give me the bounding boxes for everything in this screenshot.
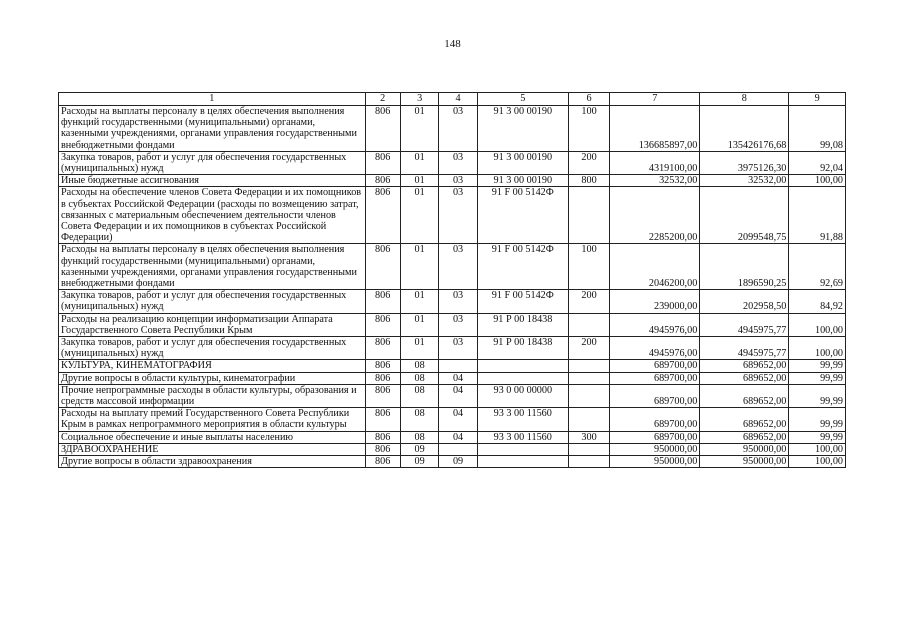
column-header: 8 [700,93,789,106]
row-target-item-cell: 91 Р 00 18438 [477,337,568,360]
row-expense-type-cell: 200 [568,337,609,360]
row-ministry-code-cell: 806 [365,384,400,407]
row-plan-amount-cell: 689700,00 [610,360,700,372]
table-row [59,106,846,152]
table-row [59,175,846,187]
table-row [59,151,846,174]
row-ministry-code-cell: 806 [365,175,400,187]
row-target-item-cell: 91 3 00 00190 [477,106,568,152]
row-subsection-code-cell: 03 [439,175,477,187]
table-row [59,372,846,384]
row-actual-amount-cell: 135426176,68 [700,106,789,152]
row-expense-type-cell [568,443,609,455]
row-name-cell: ЗДРАВООХРАНЕНИЕ [59,443,366,455]
row-subsection-code-cell [439,443,477,455]
row-target-item-cell: 93 3 00 11560 [477,431,568,443]
row-plan-amount-cell: 689700,00 [610,372,700,384]
row-subsection-code-cell: 03 [439,244,477,290]
row-subsection-code-cell: 04 [439,384,477,407]
table-row [59,313,846,336]
row-subsection-code-cell: 03 [439,313,477,336]
row-ministry-code-cell: 806 [365,313,400,336]
row-ministry-code-cell: 806 [365,408,400,431]
row-percent-cell: 99,99 [789,372,846,384]
row-plan-amount-cell: 239000,00 [610,290,700,313]
row-target-item-cell: 91 3 00 00190 [477,175,568,187]
row-subsection-code-cell: 03 [439,187,477,244]
row-expense-type-cell [568,313,609,336]
row-name-cell: Закупка товаров, работ и услуг для обеспечения государственных (муниципальных) нужд [59,337,366,360]
row-target-item-cell: 91 Р 00 18438 [477,313,568,336]
row-subsection-code-cell [439,360,477,372]
row-expense-type-cell [568,372,609,384]
row-ministry-code-cell: 806 [365,337,400,360]
row-percent-cell: 84,92 [789,290,846,313]
table-row [59,360,846,372]
row-section-code-cell: 01 [400,337,438,360]
row-name-cell: Закупка товаров, работ и услуг для обеспечения государственных (муниципальных) нужд [59,151,366,174]
row-name-cell: Иные бюджетные ассигнования [59,175,366,187]
row-target-item-cell: 91 F 00 5142Ф [477,290,568,313]
row-section-code-cell: 08 [400,431,438,443]
row-name-cell: Закупка товаров, работ и услуг для обеспечения государственных (муниципальных) нужд [59,290,366,313]
row-target-item-cell [477,372,568,384]
row-plan-amount-cell: 2285200,00 [610,187,700,244]
row-name-cell: Другие вопросы в области здравоохранения [59,456,366,468]
row-ministry-code-cell: 806 [365,443,400,455]
row-expense-type-cell: 100 [568,106,609,152]
row-target-item-cell: 91 3 00 00190 [477,151,568,174]
row-expense-type-cell [568,408,609,431]
row-expense-type-cell [568,187,609,244]
row-subsection-code-cell: 03 [439,290,477,313]
row-plan-amount-cell: 950000,00 [610,456,700,468]
row-ministry-code-cell: 806 [365,456,400,468]
row-percent-cell: 100,00 [789,443,846,455]
row-plan-amount-cell: 950000,00 [610,443,700,455]
column-header: 4 [439,93,477,106]
row-plan-amount-cell: 2046200,00 [610,244,700,290]
row-section-code-cell: 01 [400,175,438,187]
table-row [59,384,846,407]
row-plan-amount-cell: 4945976,00 [610,313,700,336]
row-percent-cell: 99,99 [789,408,846,431]
row-ministry-code-cell: 806 [365,372,400,384]
row-section-code-cell: 01 [400,244,438,290]
row-percent-cell: 100,00 [789,313,846,336]
row-plan-amount-cell: 689700,00 [610,384,700,407]
row-ministry-code-cell: 806 [365,151,400,174]
column-header: 3 [400,93,438,106]
row-actual-amount-cell: 689652,00 [700,372,789,384]
row-percent-cell: 99,08 [789,106,846,152]
row-percent-cell: 100,00 [789,456,846,468]
row-name-cell: Прочие непрограммные расходы в области культуры, образования и средств массовой информации [59,384,366,407]
column-header: 5 [477,93,568,106]
column-header: 2 [365,93,400,106]
row-subsection-code-cell: 09 [439,456,477,468]
row-section-code-cell: 01 [400,313,438,336]
row-actual-amount-cell: 689652,00 [700,408,789,431]
row-expense-type-cell: 200 [568,290,609,313]
column-header: 1 [59,93,366,106]
row-percent-cell: 99,99 [789,360,846,372]
row-plan-amount-cell: 136685897,00 [610,106,700,152]
row-section-code-cell: 01 [400,290,438,313]
row-actual-amount-cell: 950000,00 [700,456,789,468]
row-expense-type-cell: 300 [568,431,609,443]
row-percent-cell: 99,99 [789,384,846,407]
row-ministry-code-cell: 806 [365,431,400,443]
row-subsection-code-cell: 04 [439,372,477,384]
row-actual-amount-cell: 4945975,77 [700,337,789,360]
row-subsection-code-cell: 03 [439,151,477,174]
row-target-item-cell [477,443,568,455]
row-expense-type-cell: 200 [568,151,609,174]
row-expense-type-cell [568,384,609,407]
table-row [59,431,846,443]
row-percent-cell: 91,88 [789,187,846,244]
row-actual-amount-cell: 4945975,77 [700,313,789,336]
row-percent-cell: 99,99 [789,431,846,443]
table-row [59,456,846,468]
table-header-row [59,93,846,106]
row-section-code-cell: 08 [400,360,438,372]
row-ministry-code-cell: 806 [365,106,400,152]
row-plan-amount-cell: 32532,00 [610,175,700,187]
row-plan-amount-cell: 4319100,00 [610,151,700,174]
row-expense-type-cell [568,456,609,468]
row-name-cell: Расходы на обеспечение членов Совета Федерации и их помощников в субъектах Российской Федерации (расходы по возмещению затрат, связанных с материальным обеспечением деятельности членов Совета Федерации и их помощников в субъектах Российской Федерации) [59,187,366,244]
row-subsection-code-cell: 03 [439,337,477,360]
row-target-item-cell [477,360,568,372]
row-subsection-code-cell: 03 [439,106,477,152]
column-header: 9 [789,93,846,106]
row-actual-amount-cell: 689652,00 [700,384,789,407]
page-number: 148 [444,38,461,50]
row-actual-amount-cell: 3975126,30 [700,151,789,174]
row-name-cell: Другие вопросы в области культуры, кинематографии [59,372,366,384]
row-actual-amount-cell: 32532,00 [700,175,789,187]
table-row [59,244,846,290]
table-row [59,443,846,455]
row-section-code-cell: 08 [400,384,438,407]
row-plan-amount-cell: 4945976,00 [610,337,700,360]
column-header: 7 [610,93,700,106]
row-ministry-code-cell: 806 [365,187,400,244]
row-percent-cell: 100,00 [789,175,846,187]
row-actual-amount-cell: 202958,50 [700,290,789,313]
row-percent-cell: 92,69 [789,244,846,290]
table-row [59,408,846,431]
row-target-item-cell: 93 3 00 11560 [477,408,568,431]
row-expense-type-cell: 800 [568,175,609,187]
row-plan-amount-cell: 689700,00 [610,431,700,443]
table-row [59,187,846,244]
row-actual-amount-cell: 689652,00 [700,431,789,443]
row-subsection-code-cell: 04 [439,408,477,431]
row-name-cell: КУЛЬТУРА, КИНЕМАТОГРАФИЯ [59,360,366,372]
row-name-cell: Социальное обеспечение и иные выплаты населению [59,431,366,443]
row-name-cell: Расходы на выплаты персоналу в целях обеспечения выполнения функций государственными (муниципальными) органами, казенными учреждениями, органами управления государственными внебюджетными фондами [59,106,366,152]
row-actual-amount-cell: 1896590,25 [700,244,789,290]
row-name-cell: Расходы на выплаты персоналу в целях обеспечения выполнения функций государственными (муниципальными) органами, казенными учреждениями, органами управления государственными внебюджетными фондами [59,244,366,290]
row-subsection-code-cell: 04 [439,431,477,443]
row-plan-amount-cell: 689700,00 [610,408,700,431]
column-header: 6 [568,93,609,106]
row-section-code-cell: 01 [400,151,438,174]
row-expense-type-cell [568,360,609,372]
row-target-item-cell [477,456,568,468]
row-percent-cell: 92,04 [789,151,846,174]
row-ministry-code-cell: 806 [365,360,400,372]
row-target-item-cell: 91 F 00 5142Ф [477,187,568,244]
row-section-code-cell: 09 [400,443,438,455]
row-actual-amount-cell: 2099548,75 [700,187,789,244]
row-target-item-cell: 93 0 00 00000 [477,384,568,407]
table-row [59,290,846,313]
table-row [59,337,846,360]
row-ministry-code-cell: 806 [365,244,400,290]
row-target-item-cell: 91 F 00 5142Ф [477,244,568,290]
budget-table [58,92,846,468]
row-actual-amount-cell: 950000,00 [700,443,789,455]
row-expense-type-cell: 100 [568,244,609,290]
row-section-code-cell: 01 [400,106,438,152]
row-ministry-code-cell: 806 [365,290,400,313]
row-section-code-cell: 09 [400,456,438,468]
row-section-code-cell: 08 [400,372,438,384]
row-actual-amount-cell: 689652,00 [700,360,789,372]
row-name-cell: Расходы на реализацию концепции информатизации Аппарата Государственного Совета Республики Крым [59,313,366,336]
row-name-cell: Расходы на выплату премий Государственного Совета Республики Крым в рамках непрограммного мероприятия в области культуры [59,408,366,431]
row-section-code-cell: 01 [400,187,438,244]
row-percent-cell: 100,00 [789,337,846,360]
row-section-code-cell: 08 [400,408,438,431]
